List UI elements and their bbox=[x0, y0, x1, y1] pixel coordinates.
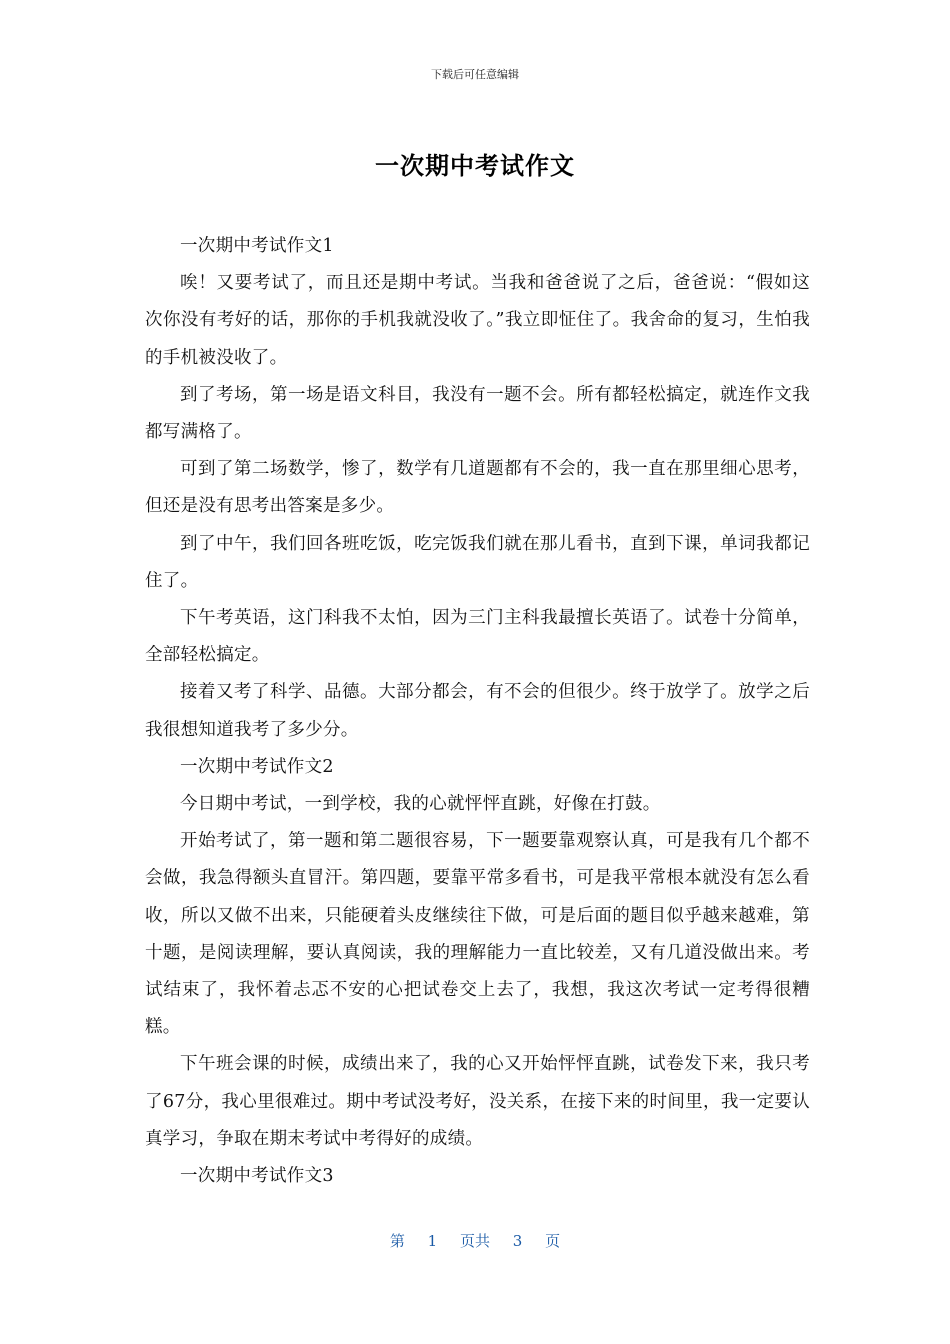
header-note: 下载后可任意编辑 bbox=[431, 68, 519, 81]
paragraph: 下午考英语，这门科我不太怕，因为三门主科我最擅长英语了。试卷十分简单，全部轻松搞定。 bbox=[145, 608, 810, 666]
paragraph: 今日期中考试，一到学校，我的心就怦怦直跳，好像在打鼓。 bbox=[180, 794, 661, 815]
paragraph: 到了中午，我们回各班吃饭，吃完饭我们就在那儿看书，直到下课，单词我都记住了。 bbox=[145, 533, 810, 591]
footer-page-number: 1 bbox=[427, 1232, 438, 1250]
paragraph: 下午班会课的时候，成绩出来了，我的心又开始怦怦直跳，试卷发下来，我只考了67分，我心里很难过。期中考试没考好，没关系，在接下来的时间里，我一定要认真学习，争取在期末考试中考得好的成绩。 bbox=[145, 1054, 810, 1149]
section-heading-1: 一次期中考试作文1 bbox=[180, 236, 334, 256]
paragraph: 接着又考了科学、品德。大部分都会，有不会的但很少。终于放学了。放学之后我很想知道我考了多少分。 bbox=[145, 682, 810, 740]
document-title: 一次期中考试作文 bbox=[375, 152, 575, 180]
section-heading-2: 一次期中考试作文2 bbox=[180, 756, 334, 777]
footer-middle: 页共 bbox=[459, 1232, 490, 1250]
footer-total-pages: 3 bbox=[512, 1232, 523, 1250]
essay-body bbox=[145, 228, 810, 1195]
paragraph: 可到了第二场数学，惨了，数学有几道题都有不会的，我一直在那里细心思考，但还是没有思考出答案是多少。 bbox=[145, 459, 810, 517]
page-footer bbox=[0, 1230, 950, 1251]
section-heading-3: 一次期中考试作文3 bbox=[180, 1166, 334, 1187]
paragraph: 到了考场，第一场是语文科目，我没有一题不会。所有都轻松搞定，就连作文我都写满格了。 bbox=[145, 384, 810, 443]
paragraph: 开始考试了，第一题和第二题很容易，下一题要靠观察认真，可是我有几个都不会做，我急得额头直冒汗。第四题，要靠平常多看书，可是我平常根本就没有怎么看收，所以又做不出来，只能硬着头皮继续往下做，可是后面的题目似乎越来越难，第十题，是阅读理解，要认真阅读，我的理解能力一直比较差，又有几道没做出来。考试结束了，我怀着忐忑不安的心把试卷交上去了，我想，我这次考试一定考得很糟糕。 bbox=[145, 831, 810, 1038]
footer-prefix: 第 bbox=[389, 1232, 405, 1250]
paragraph: 唉！又要考试了，而且还是期中考试。当我和爸爸说了之后，爸爸说：“假如这次你没有考好的话，那你的手机我就没收了。”我立即怔住了。我舍命的复习，生怕我的手机被没收了。 bbox=[145, 273, 810, 368]
footer-suffix: 页 bbox=[545, 1232, 561, 1250]
